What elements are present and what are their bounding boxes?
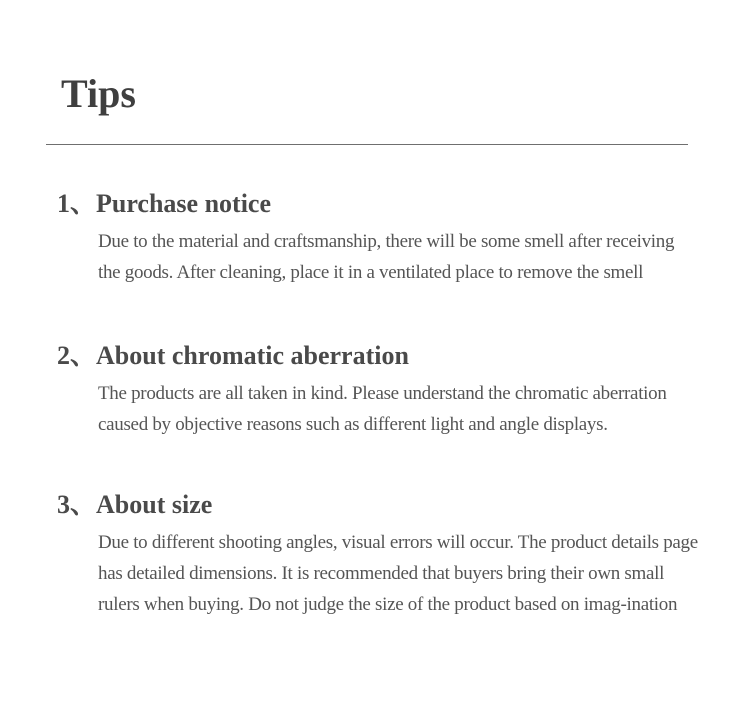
page-title: Tips [61,71,136,116]
section-body: Due to the material and craftsmanship, there will be some smell after receiving the goods. After cleaning, place it in a ventilated place to remove the smell [98,231,675,283]
section-title: About chromatic aberration [96,341,409,370]
section-title: Purchase notice [96,189,272,218]
section-body: The products are all taken in kind. Please understand the chromatic aberration caused by objective reasons such as different light and angle displays. [98,383,667,435]
section-number: 1、 [57,189,97,218]
section-title: About size [96,490,213,519]
tip-section-size [57,487,717,620]
tip-section-chromatic-aberration [57,338,717,440]
section-body: Due to different shooting angles, visual errors will occur. The product details page has detailed dimensions. It is recommended that buyers bring their own small rulers when buying. Do not judge the size of the product based on imag-ination [98,532,698,615]
title-divider [46,144,688,145]
tip-section-purchase-notice [57,186,717,288]
section-heading [57,338,717,374]
section-number: 3、 [57,490,97,519]
section-number: 2、 [57,341,97,370]
section-heading [57,186,717,222]
section-heading [57,487,717,523]
